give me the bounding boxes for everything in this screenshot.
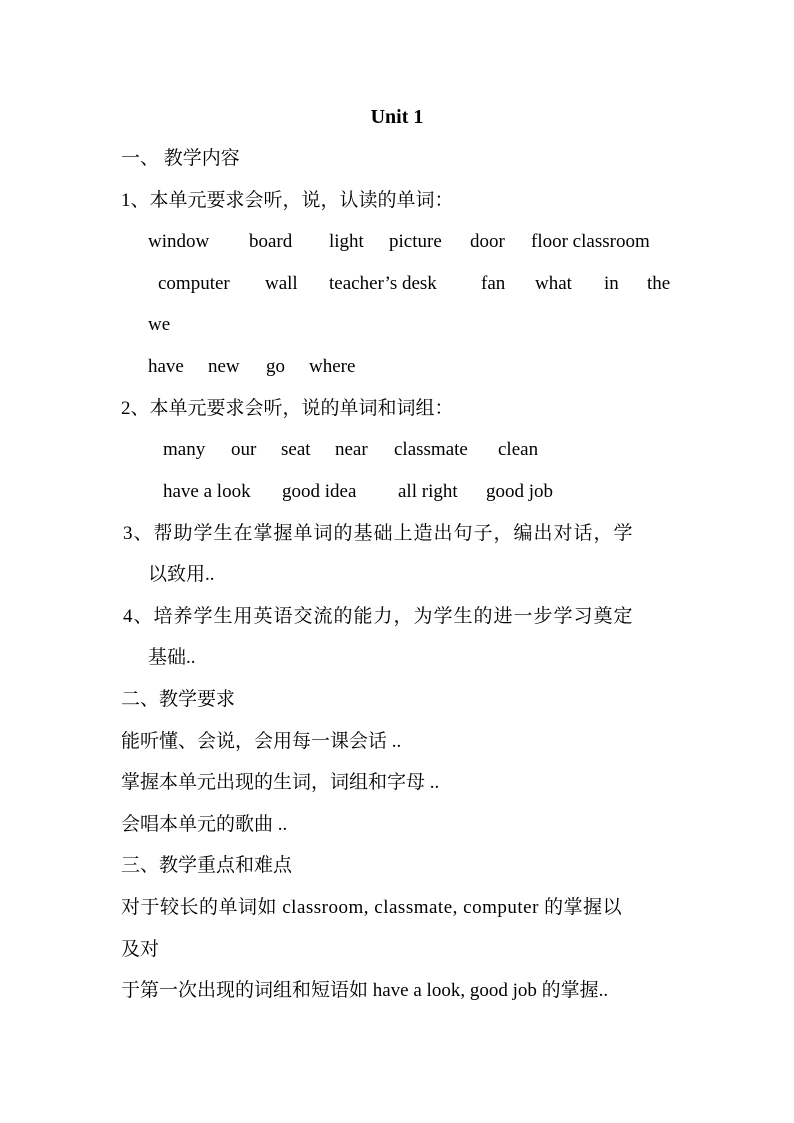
- word: the: [647, 273, 671, 294]
- word: seat: [281, 439, 311, 460]
- key-point-1-line-2: 及对: [121, 939, 160, 960]
- word: new: [208, 356, 240, 377]
- key-point-2: 于第一次出现的词组和短语如 have a look, good job 的掌握..: [121, 980, 609, 1001]
- section-three-heading: 三、教学重点和难点: [121, 855, 293, 876]
- word: our: [231, 439, 257, 460]
- requirement-2: 掌握本单元出现的生词，词组和字母 ..: [121, 772, 440, 793]
- word: board: [249, 231, 293, 252]
- word: fan: [481, 273, 506, 294]
- key-point-1-line-1: 对于较长的单词如 classroom, classmate, computer 的掌握以: [121, 897, 623, 918]
- requirement-3: 会唱本单元的歌曲 ..: [121, 814, 288, 835]
- item-one-text: 1、本单元要求会听，说，认读的单词：: [121, 190, 454, 211]
- word: wall: [265, 273, 298, 294]
- word: window: [148, 231, 210, 252]
- phrase: all right: [398, 481, 458, 502]
- section-two-heading: 二、教学要求: [121, 689, 236, 710]
- word: floor classroom: [531, 231, 650, 252]
- word: what: [535, 273, 572, 294]
- word: door: [470, 231, 505, 252]
- word: near: [335, 439, 368, 460]
- word: light: [329, 231, 364, 252]
- section-one-heading: 一、 教学内容: [121, 148, 240, 169]
- word: many: [163, 439, 206, 460]
- item-four-line-1: 4、培养学生用英语交流的能力，为学生的进一步学习奠定: [123, 606, 634, 627]
- page-title: Unit 1: [370, 106, 424, 128]
- phrase: good job: [486, 481, 554, 502]
- phrase: have a look: [163, 481, 251, 502]
- item-two-text: 2、本单元要求会听，说的单词和词组：: [121, 398, 454, 419]
- item-three-line-1: 3、帮助学生在掌握单词的基础上造出句子，编出对话，学: [123, 523, 634, 544]
- phrase: good idea: [282, 481, 357, 502]
- word: picture: [389, 231, 442, 252]
- word: classmate: [394, 439, 468, 460]
- word: teacher’s desk: [329, 273, 437, 294]
- item-three-line-2: 以致用..: [148, 564, 215, 585]
- word: where: [309, 356, 356, 377]
- word: have: [148, 356, 184, 377]
- item-four-line-2: 基础..: [148, 647, 196, 668]
- word: we: [148, 314, 171, 335]
- word: computer: [158, 273, 230, 294]
- word: clean: [498, 439, 539, 460]
- word: in: [604, 273, 619, 294]
- word: go: [266, 356, 285, 377]
- requirement-1: 能听懂、会说，会用每一课会话 ..: [121, 731, 402, 752]
